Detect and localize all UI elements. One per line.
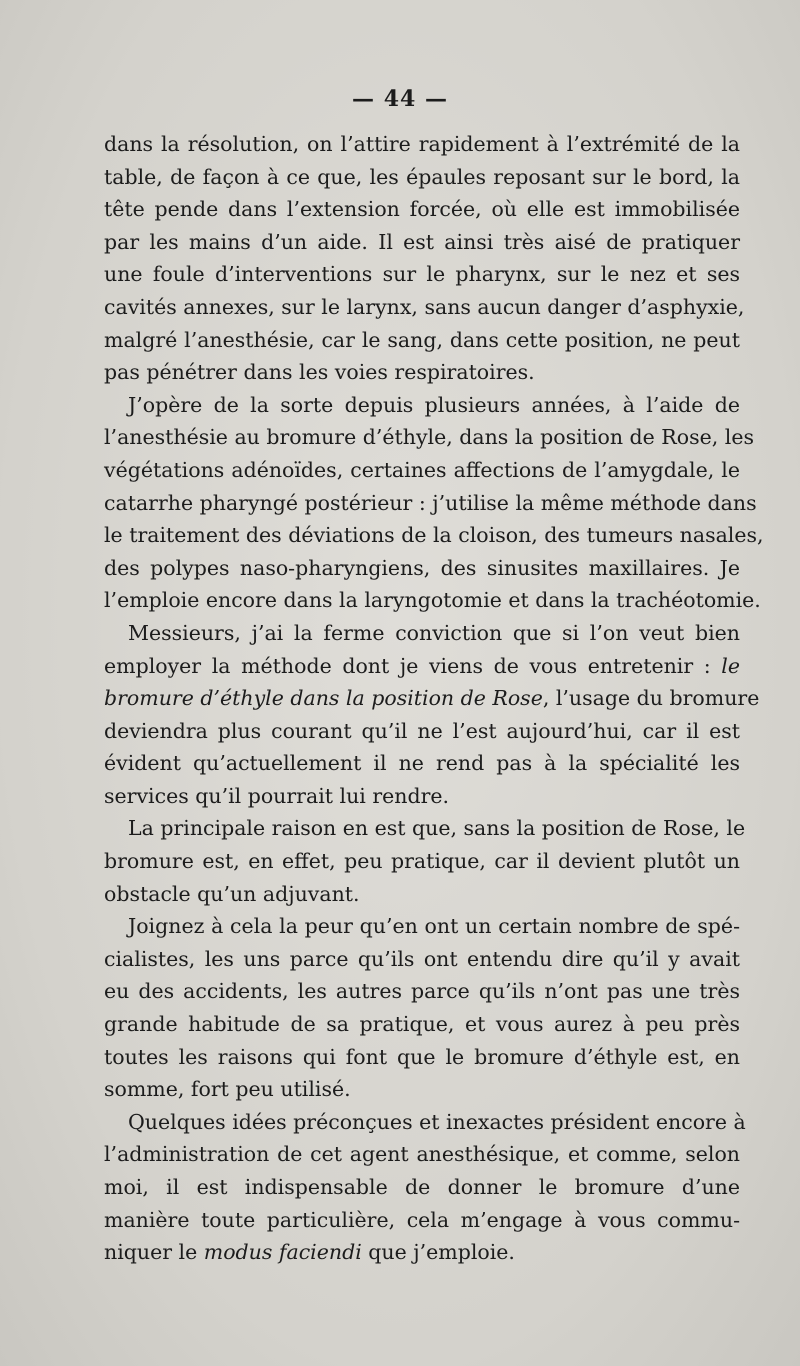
text-line — [104, 324, 740, 357]
text-line — [104, 1073, 740, 1106]
text-line — [104, 845, 740, 878]
text-line — [104, 389, 740, 422]
line-text: deviendra plus courant qu’il ne l’est aujourd’hui, car il est — [104, 718, 740, 743]
text-line — [104, 682, 760, 715]
line-text: catarrhe pharyngé postérieur : j’utilise la même méthode dans — [104, 490, 757, 515]
text-line — [104, 780, 740, 813]
body-text — [104, 128, 764, 1269]
line-text: La principale raison en est que, sans la position de Rose, le — [128, 816, 746, 841]
text-line — [104, 1008, 740, 1041]
line-text: pas pénétrer dans les voies respiratoires. — [104, 360, 535, 385]
text-line — [104, 226, 740, 259]
line-text: Quelques idées préconçues et inexactes président encore à — [128, 1109, 746, 1134]
line-text: des polypes naso-pharyngiens, des sinusites maxillaires. Je — [104, 555, 740, 580]
text-line — [104, 421, 754, 454]
text-line — [104, 454, 740, 487]
line-text: tête pende dans l’extension forcée, où elle est immobilisée — [104, 197, 740, 222]
line-text: obstacle qu’un adjuvant. — [104, 881, 360, 906]
line-text: bromure est, en effet, peu pratique, car il devient plutôt un — [104, 849, 740, 874]
text-line — [104, 747, 740, 780]
italic-text: le — [721, 653, 740, 678]
line-text: Joignez à cela la peur qu’en ont un certain nombre de spé- — [128, 914, 740, 939]
text-line — [104, 584, 761, 617]
text-line — [104, 1041, 740, 1074]
line-text: Messieurs, j’ai la ferme conviction que si l’on veut bien — [128, 620, 740, 645]
italic-text: modus faciendi — [203, 1240, 362, 1265]
text-line — [104, 552, 740, 585]
line-text: somme, fort peu utilisé. — [104, 1077, 351, 1102]
line-text: végétations adénoïdes, certaines affections de l’amygdale, le — [104, 457, 740, 482]
line-text: manière toute particulière, cela m’engage à vous commu- — [104, 1207, 740, 1232]
text-line — [104, 193, 740, 226]
text-line — [104, 715, 740, 748]
line-text: que j’emploie. — [361, 1240, 515, 1265]
line-text: cialistes, les uns parce qu’ils ont entendu dire qu’il y avait — [104, 946, 740, 971]
line-text: une foule d’interventions sur le pharynx, sur le nez et ses — [104, 262, 740, 287]
text-line — [104, 1138, 740, 1171]
line-text: moi, il est indispensable de donner le bromure d’une — [104, 1175, 740, 1199]
line-text: l’anesthésie au bromure d’éthyle, dans la position de Rose, les — [104, 425, 754, 450]
text-line — [104, 258, 740, 291]
line-text: grande habitude de sa pratique, et vous aurez à peu près — [104, 1012, 740, 1037]
line-text: services qu’il pourrait lui rendre. — [104, 783, 450, 808]
line-text: évident qu’actuellement il ne rend pas à la spécialité les — [104, 751, 740, 776]
line-text: toutes les raisons qui font que le bromure d’éthyle est, en — [104, 1044, 740, 1069]
line-text: le traitement des déviations de la cloison, des tumeurs nasales, — [104, 523, 764, 548]
text-line — [104, 161, 740, 194]
page-number: — 44 — — [352, 86, 448, 112]
italic-text: bromure d’éthyle dans la position de Rose — [104, 686, 543, 711]
text-line — [104, 356, 740, 389]
text-line — [104, 812, 746, 845]
line-text: malgré l’anesthésie, car le sang, dans cette position, ne peut — [104, 327, 740, 352]
text-line — [104, 650, 740, 683]
line-text: table, de façon à ce que, les épaules reposant sur le bord, la — [104, 164, 740, 189]
line-text: , l’usage du bromure — [542, 686, 760, 711]
line-text: niquer le — [104, 1240, 204, 1265]
text-line — [104, 617, 740, 650]
line-text: employer la méthode dont je viens de vous entretenir : — [104, 653, 722, 678]
text-line — [104, 878, 740, 911]
line-text: cavités annexes, sur le larynx, sans aucun danger d’asphyxie, — [104, 294, 745, 319]
text-line — [104, 1236, 740, 1269]
text-line — [104, 519, 764, 552]
text-line — [104, 943, 740, 976]
line-text: l’administration de cet agent anesthésique, et comme, selon — [104, 1142, 740, 1167]
line-text: l’emploie encore dans la laryngotomie et dans la trachéotomie. — [104, 588, 761, 613]
text-line — [104, 128, 740, 161]
text-line — [104, 975, 740, 1008]
line-text: eu des accidents, les autres parce qu’ils n’ont pas une très — [104, 979, 740, 1004]
line-text: dans la résolution, on l’attire rapidement à l’extrémité de la — [104, 132, 740, 156]
text-line — [104, 1106, 746, 1139]
text-line — [104, 910, 740, 943]
line-text: J’opère de la sorte depuis plusieurs années, à l’aide de — [128, 392, 740, 417]
text-line — [104, 1171, 740, 1204]
text-line — [104, 487, 757, 520]
text-line — [104, 291, 745, 324]
text-line — [104, 1204, 740, 1237]
line-text: par les mains d’un aide. Il est ainsi très aisé de pratiquer — [104, 229, 740, 254]
